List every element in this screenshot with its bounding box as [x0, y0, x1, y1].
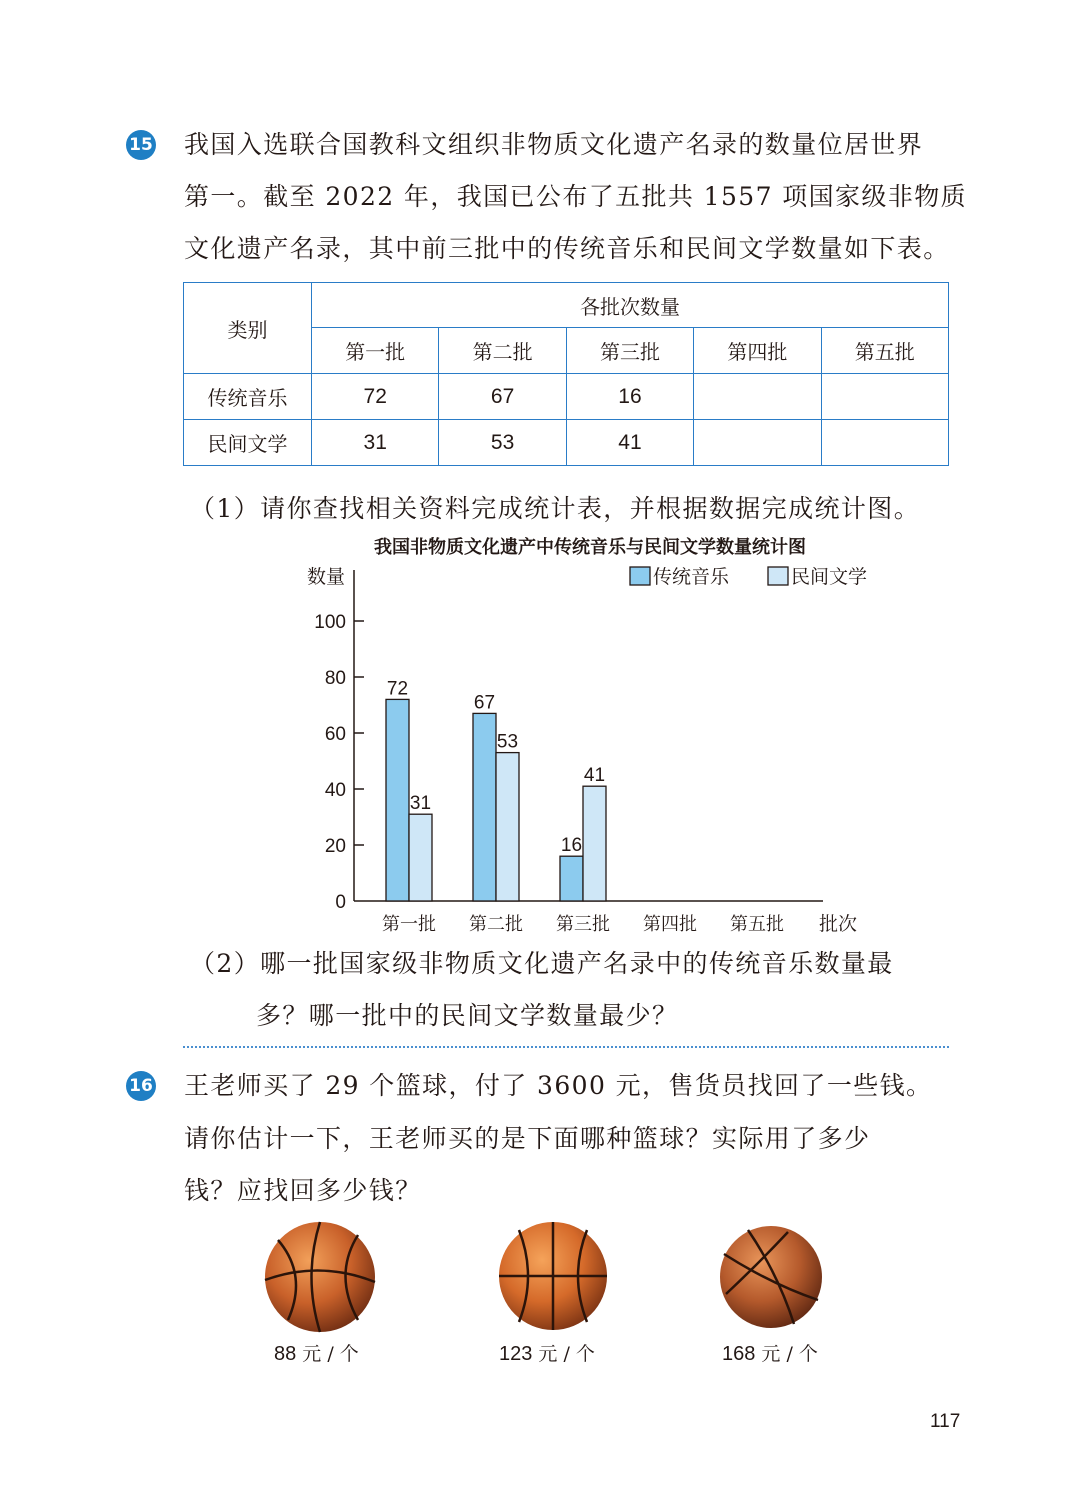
price-label — [274, 1339, 359, 1366]
price-amount: 123 — [499, 1343, 533, 1365]
legend-label: 民间文学 — [791, 566, 868, 588]
table-batch-header: 第四批 — [694, 328, 821, 374]
table-cell — [694, 420, 821, 466]
bar-music — [560, 856, 583, 901]
problem-15-badge: 15 — [126, 130, 156, 160]
question-2-line-1: （2）哪一批国家级非物质文化遗产名录中的传统音乐数量最 — [190, 949, 894, 978]
y-tick-label: 60 — [324, 724, 346, 745]
chart-legend — [630, 566, 867, 588]
bar-music — [473, 713, 496, 901]
y-tick-label: 0 — [335, 892, 346, 913]
bar-literature — [409, 814, 432, 901]
x-tick-label: 第四批 — [643, 914, 697, 935]
table-cell: 72 — [312, 374, 439, 420]
price-unit: 元 / 个 — [755, 1343, 818, 1365]
price-amount: 168 — [722, 1343, 756, 1365]
table-cell — [821, 420, 948, 466]
table-cell — [821, 374, 948, 420]
y-tick-label: 40 — [324, 780, 346, 801]
table-row — [184, 420, 949, 466]
chart-y-axis-label: 数量 — [306, 566, 346, 588]
x-tick-label: 第五批 — [730, 914, 784, 935]
y-tick-label: 100 — [314, 612, 346, 633]
price-label — [722, 1339, 818, 1366]
y-tick-label: 80 — [324, 668, 346, 689]
chart-bars — [386, 678, 606, 901]
problem-15-line-3: 文化遗产名录，其中前三批中的传统音乐和民间文学数量如下表。 — [184, 234, 950, 263]
legend-swatch — [768, 567, 788, 585]
table-row-label: 传统音乐 — [184, 374, 312, 420]
problem-16-line-3: 钱？应找回多少钱？ — [184, 1176, 422, 1205]
legend-label: 传统音乐 — [653, 566, 730, 588]
bar-data-label: 72 — [386, 678, 409, 700]
legend-swatch — [630, 567, 650, 585]
chart-x-axis-label: 批次 — [818, 913, 858, 935]
table-batch-header: 第五批 — [821, 328, 948, 374]
table-batch-header: 第一批 — [312, 328, 439, 374]
section-divider — [183, 1046, 949, 1048]
bar-data-label: 31 — [409, 793, 432, 815]
table-row-label: 民间文学 — [184, 420, 312, 466]
chart-title: 我国非物质文化遗产中传统音乐与民间文学数量统计图 — [374, 537, 806, 558]
table-cell: 67 — [439, 374, 566, 420]
table-cell: 31 — [312, 420, 439, 466]
bar-data-label: 67 — [473, 692, 496, 714]
problem-16-line-1: 王老师买了 29 个篮球，付了 3600 元，售货员找回了一些钱。 — [184, 1071, 933, 1100]
table-batch-header: 第三批 — [566, 328, 693, 374]
page-number: 117 — [930, 1411, 961, 1432]
bar-literature — [496, 753, 519, 901]
table-group-header: 各批次数量 — [312, 283, 949, 328]
bar-music — [386, 699, 409, 901]
basketball-3-image — [718, 1224, 824, 1330]
table-cell: 53 — [439, 420, 566, 466]
table-category-header: 类别 — [184, 283, 312, 374]
bar-literature — [583, 786, 606, 901]
question-2-line-2: 多？哪一批中的民间文学数量最少？ — [256, 1001, 679, 1030]
bar-data-label: 41 — [583, 765, 606, 787]
table-cell: 16 — [566, 374, 693, 420]
question-1: （1）请你查找相关资料完成统计表，并根据数据完成统计图。 — [190, 494, 921, 523]
x-tick-label: 第二批 — [469, 914, 523, 935]
x-tick-label: 第一批 — [382, 914, 436, 935]
basketball-1-image — [263, 1220, 377, 1334]
bar-chart — [0, 530, 1078, 950]
table-row — [184, 374, 949, 420]
problem-16-line-2: 请你估计一下，王老师买的是下面哪种篮球？实际用了多少 — [184, 1124, 871, 1153]
basketball-2-image — [497, 1220, 609, 1332]
table-cell — [694, 374, 821, 420]
price-label — [499, 1339, 595, 1366]
y-tick-label: 20 — [324, 836, 346, 857]
problem-16-badge: 16 — [126, 1071, 156, 1101]
price-unit: 元 / 个 — [296, 1343, 359, 1365]
problem-15-line-1: 我国入选联合国教科文组织非物质文化遗产名录的数量位居世界 — [184, 130, 924, 159]
bar-data-label: 16 — [560, 835, 583, 857]
x-tick-label: 第三批 — [556, 914, 610, 935]
table-cell: 41 — [566, 420, 693, 466]
statistics-table — [183, 282, 949, 466]
price-unit: 元 / 个 — [532, 1343, 595, 1365]
bar-data-label: 53 — [496, 731, 519, 753]
price-amount: 88 — [274, 1343, 297, 1365]
problem-15-line-2: 第一。截至 2022 年，我国已公布了五批共 1557 项国家级非物质 — [184, 182, 968, 211]
table-batch-header: 第二批 — [439, 328, 566, 374]
